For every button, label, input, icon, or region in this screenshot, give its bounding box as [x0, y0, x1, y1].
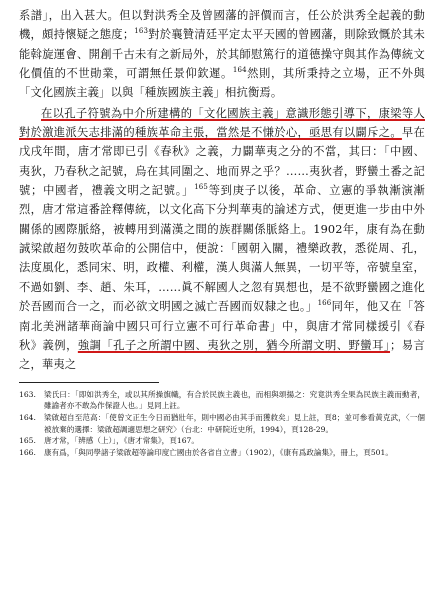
- paragraph-2: [19, 104, 425, 375]
- underlined-passage-1: 在以孔子符號為中介所建構的「文化國族主義」意識形態引導下，康梁等人對於激進派矢志排滿的種族革命主張，當然是不慊於心，亟思有以闢斥之。: [19, 106, 425, 140]
- footnote-163: [19, 389, 425, 412]
- para2-part4: ；易言之，華夷之: [19, 338, 426, 372]
- para2-part1: 早在戊戌年間，唐才常即已引《春秋》之義，力闢華夷之分的不當，其曰：「中國、夷狄，乃春秋之記號，烏在其同圍之、地而界之乎？……夷狄者，野蠻土番之記號；中國者，禮義文明之記號。」: [19, 126, 425, 198]
- para1-part2: 對於襄贊清廷平定太平天國的曾國藩，則除致慨於其未能斡旋運會、開創千古未有之新局外，於其師慰篤行的道德操守與其作為傳統文化價值的不世勛業，可謂無任景仰欽遲。: [19, 28, 425, 81]
- footnote-text: 梁氏曰：「即如洪秀全，或以其所操旗幟，有合於民族主義也，而相與頌揚之：究竟洪秀全果為民族主義而動者，雖諭者亦不敢為作保證人也。」見同上註。: [44, 389, 425, 411]
- para2-part3: 同年，他又在「答南北美洲諸華商論中國只可行立憲不可行革命書」中，與唐才常同樣援引《春秋》義例，: [19, 300, 425, 352]
- footnote-166: [19, 447, 425, 459]
- footnote-number: 163.: [19, 389, 36, 399]
- footnote-number: 166.: [19, 448, 36, 458]
- footnote-ref-163[interactable]: 163: [134, 27, 149, 36]
- footnote-165: [19, 435, 425, 447]
- para1-part1: 系譜」，出入甚大。但以對洪秀全及曾國藩的評價而言，任公於洪秀全起義的動機，頗持懷疑之態度；: [19, 9, 425, 42]
- main-text: [19, 6, 425, 375]
- footnote-number: 165.: [19, 436, 36, 446]
- footnote-divider: [19, 382, 159, 383]
- para1-part3: 然則，其所秉持之立場，正不外與「文化國族主義」以與「種族國族主義」相抗衡焉。: [19, 67, 425, 100]
- footnote-ref-164[interactable]: 164: [232, 66, 247, 75]
- paragraph-1: [19, 6, 425, 103]
- underlined-passage-2: 強調「孔子之所謂中國、夷狄之別，猶今所謂文明、野蠻耳」: [77, 338, 391, 352]
- footnote-text: 梁啟超自至范高：「使曾文正生今日而猶壯年，則中國必由其手而獲救矣」見上註，頁8；並可參看黃克武，〈一個被放棄的選擇：梁啟超調適思想之研究〉（台北：中研院近史所，1994），頁128-29。: [44, 412, 425, 434]
- para2-part2: 等到庚子以後，革命、立憲的爭執漸演漸烈，唐才常這番詮釋傳統，以文化高下分判華夷的論述方式，便更進一步由中外關係的國際脈絡，被轉用到滿漢之間的族群關係脈絡上。1902年，康有為在動誠梁啟超勿鼓吹革命的公開信中，便說：「國朝入關，禮樂政教，悉從周、孔，法度風化，悉同宋、明，政權、利權，漢人與滿人無異，一切平等，帝號皇室，不過如劉、李、趙、朱耳，……眞不解國人之忽有異想也，是不欲野蠻國之進化於吾國而合一之，而必欲文明國之滅亡吾國而奴隸之也。」: [19, 184, 425, 314]
- footnote-number: 164.: [19, 412, 36, 422]
- footnotes: [19, 389, 425, 459]
- footnote-text: 康有爲，「與同學諸子梁啟超等論印度亡國由於各省自立書」（1902），《康有爲政論集》，冊上，頁501。: [44, 448, 393, 458]
- footnote-ref-166[interactable]: 166: [317, 299, 332, 308]
- footnote-text: 唐才常，「辨感（上）」，《唐才常集》，頁167。: [44, 436, 199, 446]
- footnote-164: [19, 412, 425, 435]
- footnote-ref-165[interactable]: 165: [194, 183, 208, 192]
